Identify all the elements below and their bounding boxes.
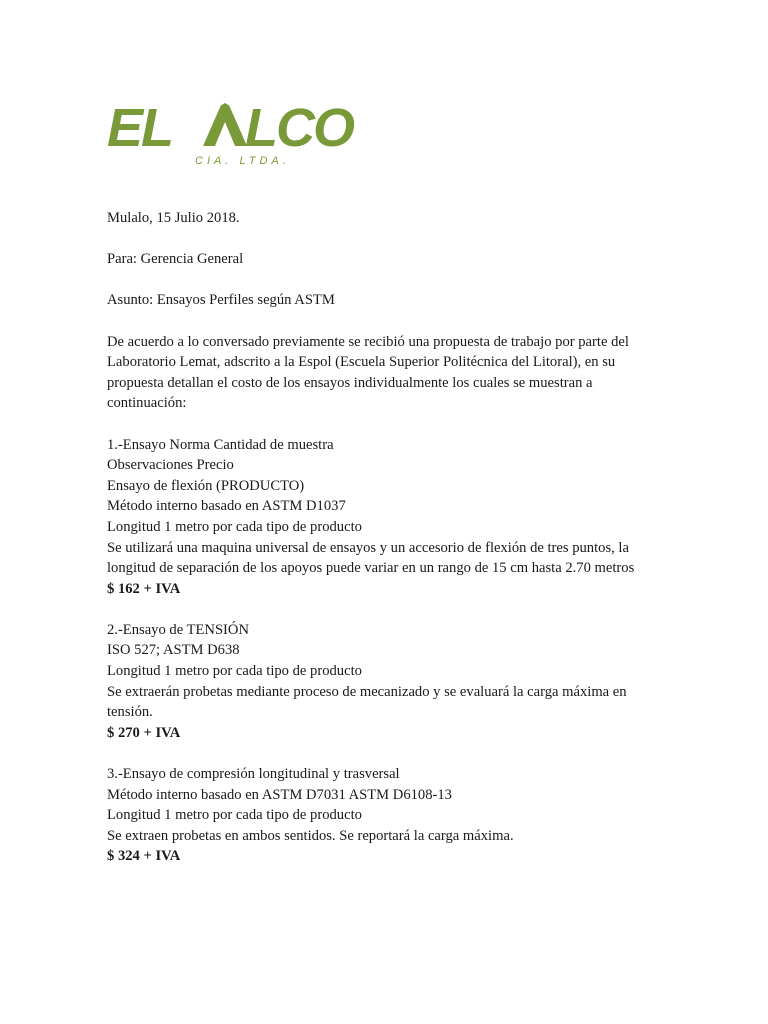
date-line: Mulalo, 15 Julio 2018. — [107, 210, 240, 226]
subject-line: Asunto: Ensayos Perfiles según ASTM — [107, 292, 335, 309]
section-description: Se utilizará una maquina universal de ensayos y un accesorio de flexión de tres puntos, la longitud de separación de los apoyos puede variar en un rango de 15 cm hasta 2.70 metros — [107, 539, 635, 577]
section-line: Longitud 1 metro por cada tipo de producto — [107, 518, 362, 535]
section-line: 1.-Ensayo Norma Cantidad de muestra — [107, 436, 334, 453]
recipient-line: Para: Gerencia General — [107, 251, 244, 268]
test-section-flexion — [107, 435, 667, 600]
section-line: 3.-Ensayo de compresión longitudinal y trasversal — [107, 766, 400, 783]
section-line: 2.-Ensayo de TENSIÓN — [107, 621, 249, 638]
intro-paragraph: De acuerdo a lo conversado previamente se recibió una propuesta de trabajo por parte del Laboratorio Lemat, adscrito a la Espol (Escuela Superior Politécnica del Litoral), en su propuesta detallan el costo de los ensayos individualmente los cuales se muestran a continuación: — [107, 333, 629, 412]
company-logo-graphic — [107, 92, 363, 172]
section-line: Método interno basado en ASTM D1037 — [107, 498, 346, 515]
section-price: $ 324 + IVA — [107, 848, 181, 865]
section-description: Se extraerán probetas mediante proceso de mecanizado y se evaluará la carga máxima en tensión. — [107, 683, 627, 721]
section-price: $ 270 + IVA — [107, 724, 181, 741]
letter-body — [107, 208, 667, 888]
section-line: Observaciones Precio — [107, 457, 234, 474]
logo-tagline: CIA. LTDA. — [195, 155, 290, 167]
logo-text-right: LCO — [245, 98, 353, 158]
logo-text-left: EL — [107, 98, 173, 158]
section-line: Longitud 1 metro por cada tipo de producto — [107, 807, 362, 824]
test-section-compresion — [107, 764, 667, 867]
section-line: ISO 527; ASTM D638 — [107, 642, 240, 659]
section-line: Longitud 1 metro por cada tipo de producto — [107, 663, 362, 680]
section-price: $ 162 + IVA — [107, 580, 181, 597]
section-line: Ensayo de flexión (PRODUCTO) — [107, 477, 305, 494]
test-section-tension — [107, 620, 667, 744]
company-logo — [107, 92, 363, 172]
section-line: Método interno basado en ASTM D7031 ASTM D6108-13 — [107, 786, 452, 803]
section-description: Se extraen probetas en ambos sentidos. Se reportará la carga máxima. — [107, 827, 514, 844]
mountain-icon — [203, 96, 247, 146]
